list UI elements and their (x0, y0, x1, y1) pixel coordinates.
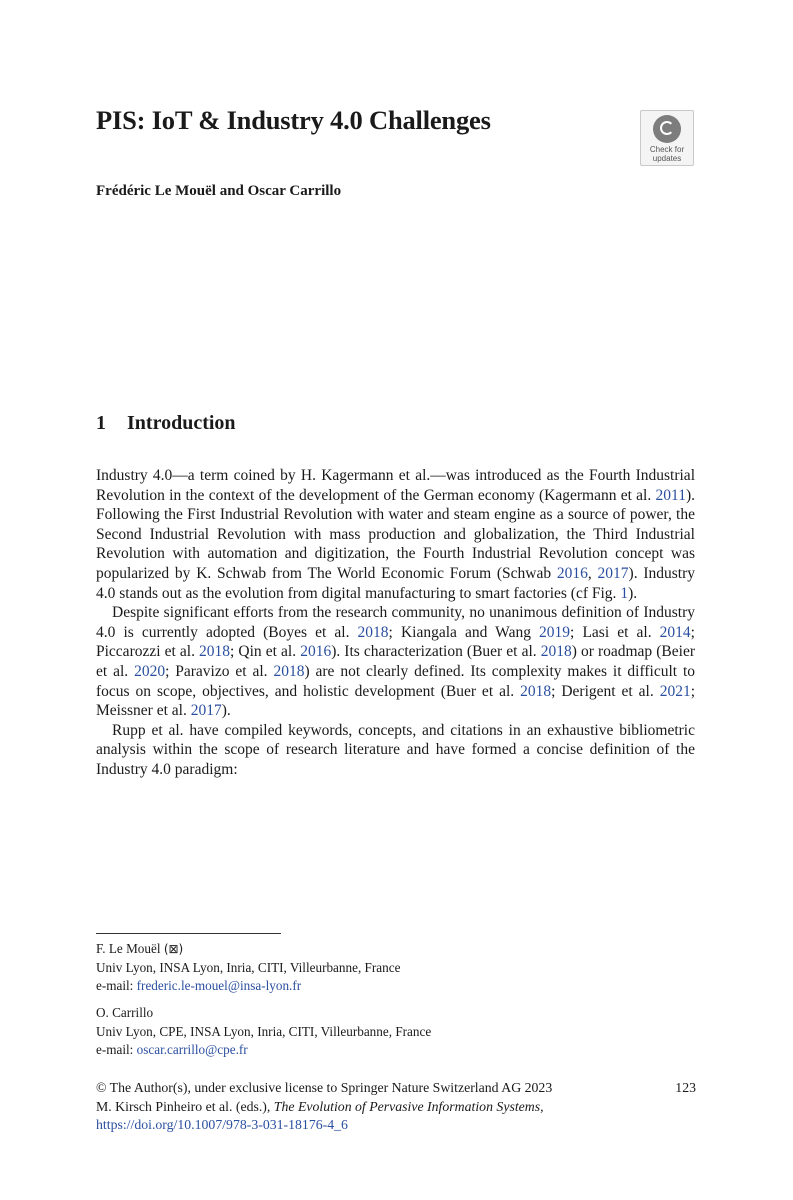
check-for-updates-icon (653, 115, 681, 143)
paragraph-text: ). Following the First Industrial Revolution with water and steam engine as a source of power, the Second Industrial Revolution with mass production and globalization, the Third Industrial Revolution with automation and digitization, the Fourth Industrial Revolution concept was popularized by K. Schwab from The World Economic Forum (Schwab (96, 486, 695, 582)
badge-text-line2: updates (652, 154, 682, 163)
author1-email-link[interactable]: frederic.le-mouel@insa-lyon.fr (136, 978, 302, 993)
chapter-title: PIS: IoT & Industry 4.0 Challenges (96, 105, 491, 135)
copyright-line: © The Author(s), under exclusive license to Springer Nature Switzerland AG 2023 (96, 1080, 553, 1095)
paragraph-text: Rupp et al. have compiled keywords, concepts, and citations in an exhaustive bibliometric analysis within the scope of research literature and have formed a concise definition of the Industry 4.0 paradigm: (96, 721, 695, 778)
book-title: The Evolution of Pervasive Information Systems (273, 1098, 541, 1114)
author2-email-link[interactable]: oscar.carrillo@cpe.fr (136, 1042, 248, 1057)
citation-link[interactable]: 1 (620, 584, 629, 602)
page-number: 123 (675, 1080, 696, 1095)
citation-link[interactable]: 2019 (539, 623, 571, 641)
citation-link[interactable]: 2020 (134, 662, 166, 680)
paragraph-1 (96, 466, 695, 603)
paragraph-text: ). (628, 584, 638, 602)
citation-link[interactable]: 2017 (597, 564, 629, 582)
author2-affiliation: Univ Lyon, CPE, INSA Lyon, Inria, CITI, Villeurbanne, France (96, 1023, 432, 1039)
citation-link[interactable]: 2018 (520, 682, 552, 700)
section-number: 1 (96, 412, 106, 434)
paragraph-3 (96, 721, 695, 780)
citation-link[interactable]: 2016 (300, 643, 332, 661)
footnote-divider (96, 933, 281, 934)
author1-affiliation: Univ Lyon, INSA Lyon, Inria, CITI, Villeurbanne, France (96, 959, 401, 975)
paragraph-text: ; Paravizo et al. (165, 662, 274, 680)
badge-text-line1: Check for (649, 145, 685, 154)
copyright-block: © The Author(s), under exclusive license to Springer Nature Switzerland AG 2023 123 M. Kirsch Pinheiro et al. (eds.), The Evolution of Pervasive Information Systems, https://doi.org/10.1007/978-3-031-18176-4_6 (96, 1079, 696, 1135)
citation-link[interactable]: 2018 (273, 662, 305, 680)
footnote-author2 (96, 1004, 696, 1060)
author1-name: F. Le Mouël (96, 941, 161, 956)
citation-link[interactable]: 2021 (659, 682, 691, 700)
check-for-updates-badge[interactable] (640, 110, 694, 166)
paragraph-text: Despite significant efforts from the research community, no unanimous definition of Industry 4.0 is currently adopted (Boyes et al. (96, 604, 695, 641)
paragraph-text: Industry 4.0—a term coined by H. Kagermann et al.—was introduced as the Fourth Industrial Revolution in the context of the development of the German economy (Kagermann et al. (96, 467, 695, 504)
paragraph-text: , (587, 564, 598, 582)
chapter-authors: Frédéric Le Mouël and Oscar Carrillo (96, 183, 342, 199)
paragraph-text: ; Kiangala and Wang (388, 623, 540, 641)
paragraph-text: ) or roadmap (Beier et al. (96, 643, 695, 680)
author1-email-label: e-mail: (96, 978, 137, 993)
paragraph-text: ). (221, 702, 231, 720)
citation-link[interactable]: 2018 (540, 643, 572, 661)
paragraph-text: ). Industry 4.0 stands out as the evolution from digital manufacturing to smart factories (cf Fig. (96, 564, 695, 602)
citation-link[interactable]: 2018 (357, 623, 389, 641)
section-title: Introduction (127, 412, 236, 434)
paragraph-text: ). Its characterization (Buer et al. (331, 643, 541, 661)
paragraph-text: ; Derigent et al. (551, 682, 660, 700)
footnote-author1 (96, 940, 696, 996)
paragraph-text: ; Meissner et al. (96, 682, 695, 720)
paragraph-text: ) are not clearly defined. Its complexity makes it difficult to focus on scope, objectives, and holistic development (Buer et al. (96, 662, 696, 700)
citation-link[interactable]: 2016 (556, 564, 588, 582)
citation-link[interactable]: 2017 (190, 702, 222, 720)
citation-link[interactable]: 2018 (199, 643, 231, 661)
section-heading (96, 412, 236, 435)
paragraph-text: ; Piccarozzi et al. (96, 623, 695, 661)
paragraph-text: ; Qin et al. (230, 643, 301, 661)
citation-link[interactable]: 2011 (655, 486, 686, 504)
envelope-icon: (⊠) (163, 942, 184, 956)
body-text (96, 466, 695, 780)
paragraph-2 (96, 603, 695, 721)
editors: M. Kirsch Pinheiro et al. (eds.), (96, 1098, 274, 1114)
citation-link[interactable]: 2014 (659, 623, 691, 641)
doi-link[interactable]: https://doi.org/10.1007/978-3-031-18176-4_6 (96, 1117, 348, 1133)
author2-name: O. Carrillo (96, 1005, 154, 1020)
author2-email-label: e-mail: (96, 1042, 137, 1057)
paragraph-text: ; Lasi et al. (570, 623, 660, 641)
